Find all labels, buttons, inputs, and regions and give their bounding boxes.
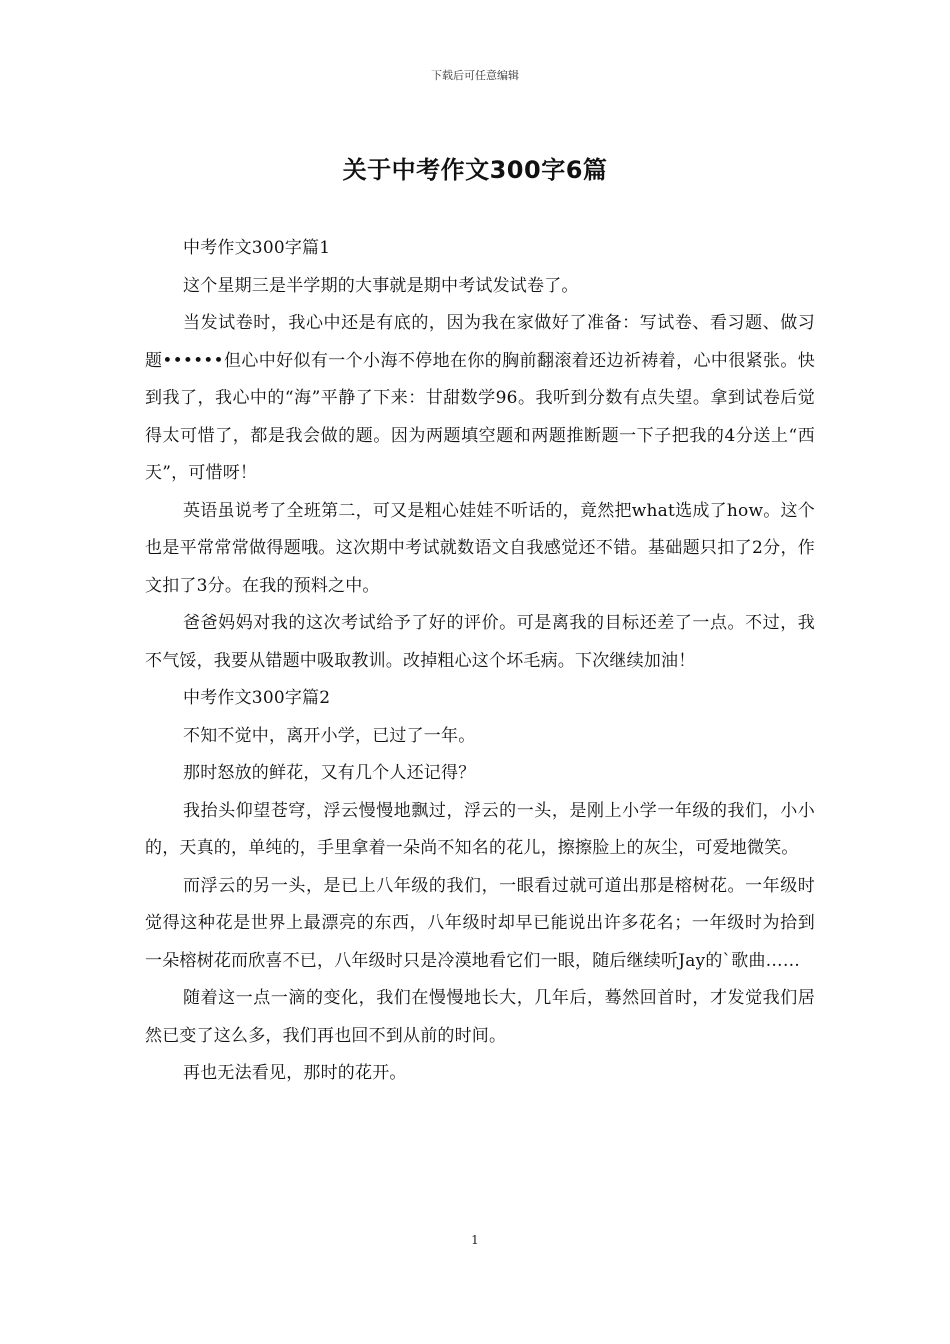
body-paragraph: 英语虽说考了全班第二，可又是粗心娃娃不听话的，竟然把what选成了how。这个也是平常常常做得题哦。这次期中考试就数语文自我感觉还不错。基础题只扣了2分，作文扣了3分。在我的预料之中。 xyxy=(145,500,815,596)
body-paragraph: 当发试卷时，我心中还是有底的，因为我在家做好了准备：写试卷、看习题、做习题••••••但心中好似有一个小海不停地在你的胸前翻滚着还边祈祷着，心中很紧张。快到我了，我心中的“海”平静了下来：甘甜数学96。我听到分数有点失望。拿到试卷后觉得太可惜了，都是我会做的题。因为两题填空题和两题推断题一下子把我的4分送上“西天”，可惜呀！ xyxy=(145,313,815,483)
body-paragraph: 随着这一点一滴的变化，我们在慢慢地长大，几年后，蓦然回首时，才发觉我们居然已变了这么多，我们再也回不到从前的时间。 xyxy=(145,988,815,1046)
document-title: 关于中考作文300字6篇 xyxy=(342,156,608,184)
section-heading: 中考作文300字篇1 xyxy=(183,238,331,258)
body-paragraph: 那时怒放的鲜花，又有几个人还记得？ xyxy=(183,763,476,783)
body-paragraph: 而浮云的另一头，是已上八年级的我们，一眼看过就可道出那是榕树花。一年级时觉得这种花是世界上最漂亮的东西，八年级时却早已能说出许多花名；一年级时为拾到一朵榕树花而欣喜不已，八年级时只是冷漠地看它们一眼，随后继续听Jay的`歌曲…… xyxy=(145,875,815,971)
body-paragraph: 再也无法看见，那时的花开。 xyxy=(183,1063,407,1083)
page-number: 1 xyxy=(471,1233,479,1247)
header-note: 下载后可任意编辑 xyxy=(431,69,519,82)
body-paragraph: 不知不觉中，离开小学，已过了一年。 xyxy=(183,725,476,746)
body-paragraph: 我抬头仰望苍穹，浮云慢慢地飘过，浮云的一头，是刚上小学一年级的我们，小小的，天真的，单纯的，手里拿着一朵尚不知名的花儿，擦擦脸上的灰尘，可爱地微笑。 xyxy=(145,800,815,858)
body-paragraph: 爸爸妈妈对我的这次考试给予了好的评价。可是离我的目标还差了一点。不过，我不气馁，我要从错题中吸取教训。改掉粗心这个坏毛病。下次继续加油！ xyxy=(145,613,815,671)
body-paragraph: 这个星期三是半学期的大事就是期中考试发试卷了。 xyxy=(183,275,579,296)
section-heading: 中考作文300字篇2 xyxy=(183,688,331,708)
document-body xyxy=(145,230,815,1093)
